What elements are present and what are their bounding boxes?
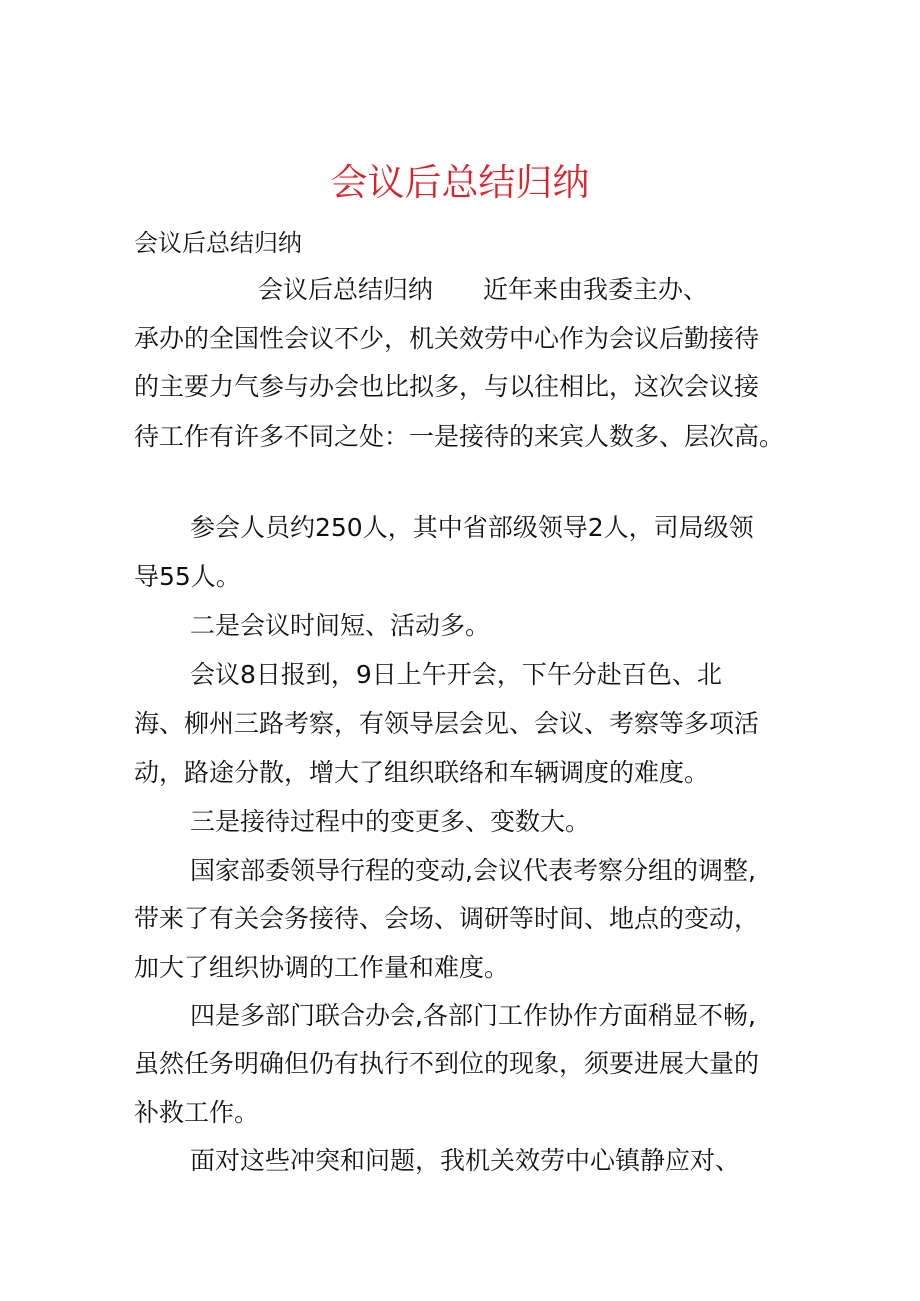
paragraph-line: 带来了有关会务接待、会场、调研等时间、地点的变动， bbox=[134, 904, 760, 933]
paragraph-line: 虽然任务明确但仍有执行不到位的现象，须要进展大量的 bbox=[134, 1049, 760, 1078]
paragraph-line: 承办的全国性会议不少，机关效劳中心作为会议后勤接待 bbox=[134, 324, 760, 353]
paragraph-line: 面对这些冲突和问题，我机关效劳中心镇静应对、 bbox=[190, 1146, 741, 1175]
paragraph-line: 会议后总结归纳 近年来由我委主办、 bbox=[258, 275, 709, 304]
paragraph-line: 会议8日报到，9日上午开会，下午分赴百色、北 bbox=[190, 660, 722, 689]
paragraph-line: 四是多部门联合办会,各部门工作协作方面稍显不畅, bbox=[190, 1001, 756, 1030]
document-subtitle: 会议后总结归纳 bbox=[134, 229, 302, 257]
paragraph-line: 加大了组织协调的工作量和难度。 bbox=[134, 953, 510, 982]
paragraph-line: 海、柳州三路考察，有领导层会见、会议、考察等多项活 bbox=[134, 709, 760, 738]
paragraph-line: 导55人。 bbox=[134, 562, 241, 591]
paragraph-line: 的主要力气参与办会也比拟多，与以往相比，这次会议接 bbox=[134, 372, 760, 401]
document-title: 会议后总结归纳 bbox=[330, 161, 590, 204]
paragraph-line: 国家部委领导行程的变动,会议代表考察分组的调整, bbox=[190, 856, 756, 885]
paragraph-line: 动，路途分散，增大了组织联络和车辆调度的难度。 bbox=[134, 758, 710, 787]
paragraph-line: 补救工作。 bbox=[134, 1098, 260, 1127]
paragraph-line: 待工作有许多不同之处：一是接待的来宾人数多、层次高。 bbox=[134, 422, 785, 451]
paragraph-line: 二是会议时间短、活动多。 bbox=[190, 611, 491, 640]
paragraph-line: 参会人员约250人，其中省部级领导2人，司局级领 bbox=[190, 513, 754, 542]
paragraph-line: 三是接待过程中的变更多、变数大。 bbox=[190, 807, 591, 836]
